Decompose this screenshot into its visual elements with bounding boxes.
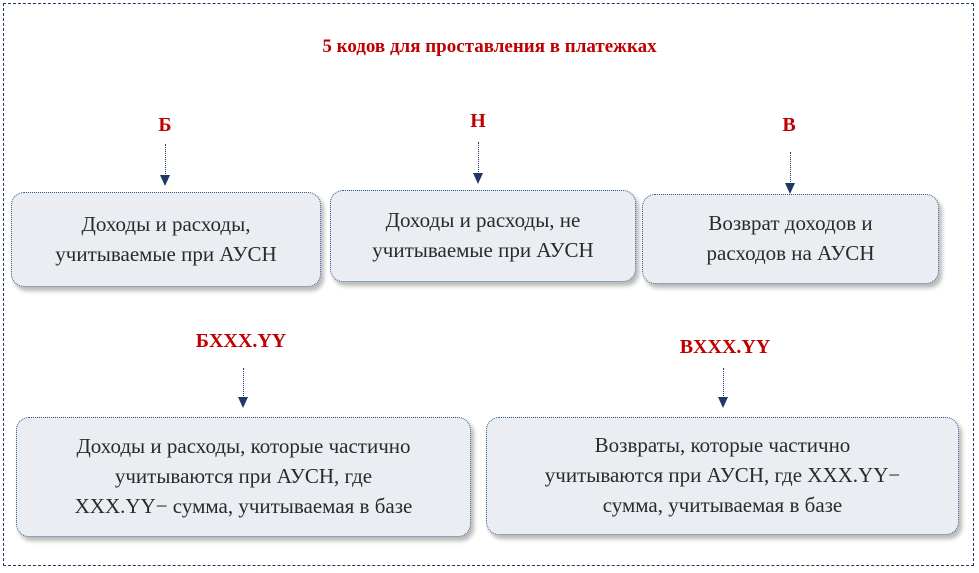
category-box-b xyxy=(11,192,321,287)
arrow-b xyxy=(165,144,166,184)
arrow-vxxx xyxy=(723,368,724,406)
code-label-n: Н xyxy=(470,110,486,132)
arrow-v xyxy=(790,152,791,192)
arrow-bxxx xyxy=(243,368,244,406)
code-label-v: В xyxy=(782,114,796,136)
category-box-bxxx xyxy=(16,417,471,537)
category-text-v: Возврат доходов и расходов на АУСН xyxy=(706,211,875,265)
code-label-b: Б xyxy=(158,114,172,136)
category-box-vxxx xyxy=(486,417,959,535)
category-text-n: Доходы и расходы, не учитываемые при АУСН xyxy=(372,208,594,262)
category-text-bxxx: Доходы и расходы, которые частично учитываются при АУСН, где XXX.YY− сумма, учитываемая в базе xyxy=(74,434,413,518)
category-box-n xyxy=(330,190,636,282)
category-box-v xyxy=(642,194,939,284)
category-text-b: Доходы и расходы, учитываемые при АУСН xyxy=(55,211,277,266)
category-text-vxxx: Возвраты, которые частично учитываются при АУСН, где XXX.YY− сумма, учитываемая в базе xyxy=(544,433,901,517)
arrow-n xyxy=(478,142,479,182)
code-label-vxxx: ВXXX.YY xyxy=(679,336,771,358)
code-label-bxxx: БXXX.YY xyxy=(195,330,287,352)
diagram-title: 5 кодов для проставления в платежках xyxy=(322,36,657,57)
